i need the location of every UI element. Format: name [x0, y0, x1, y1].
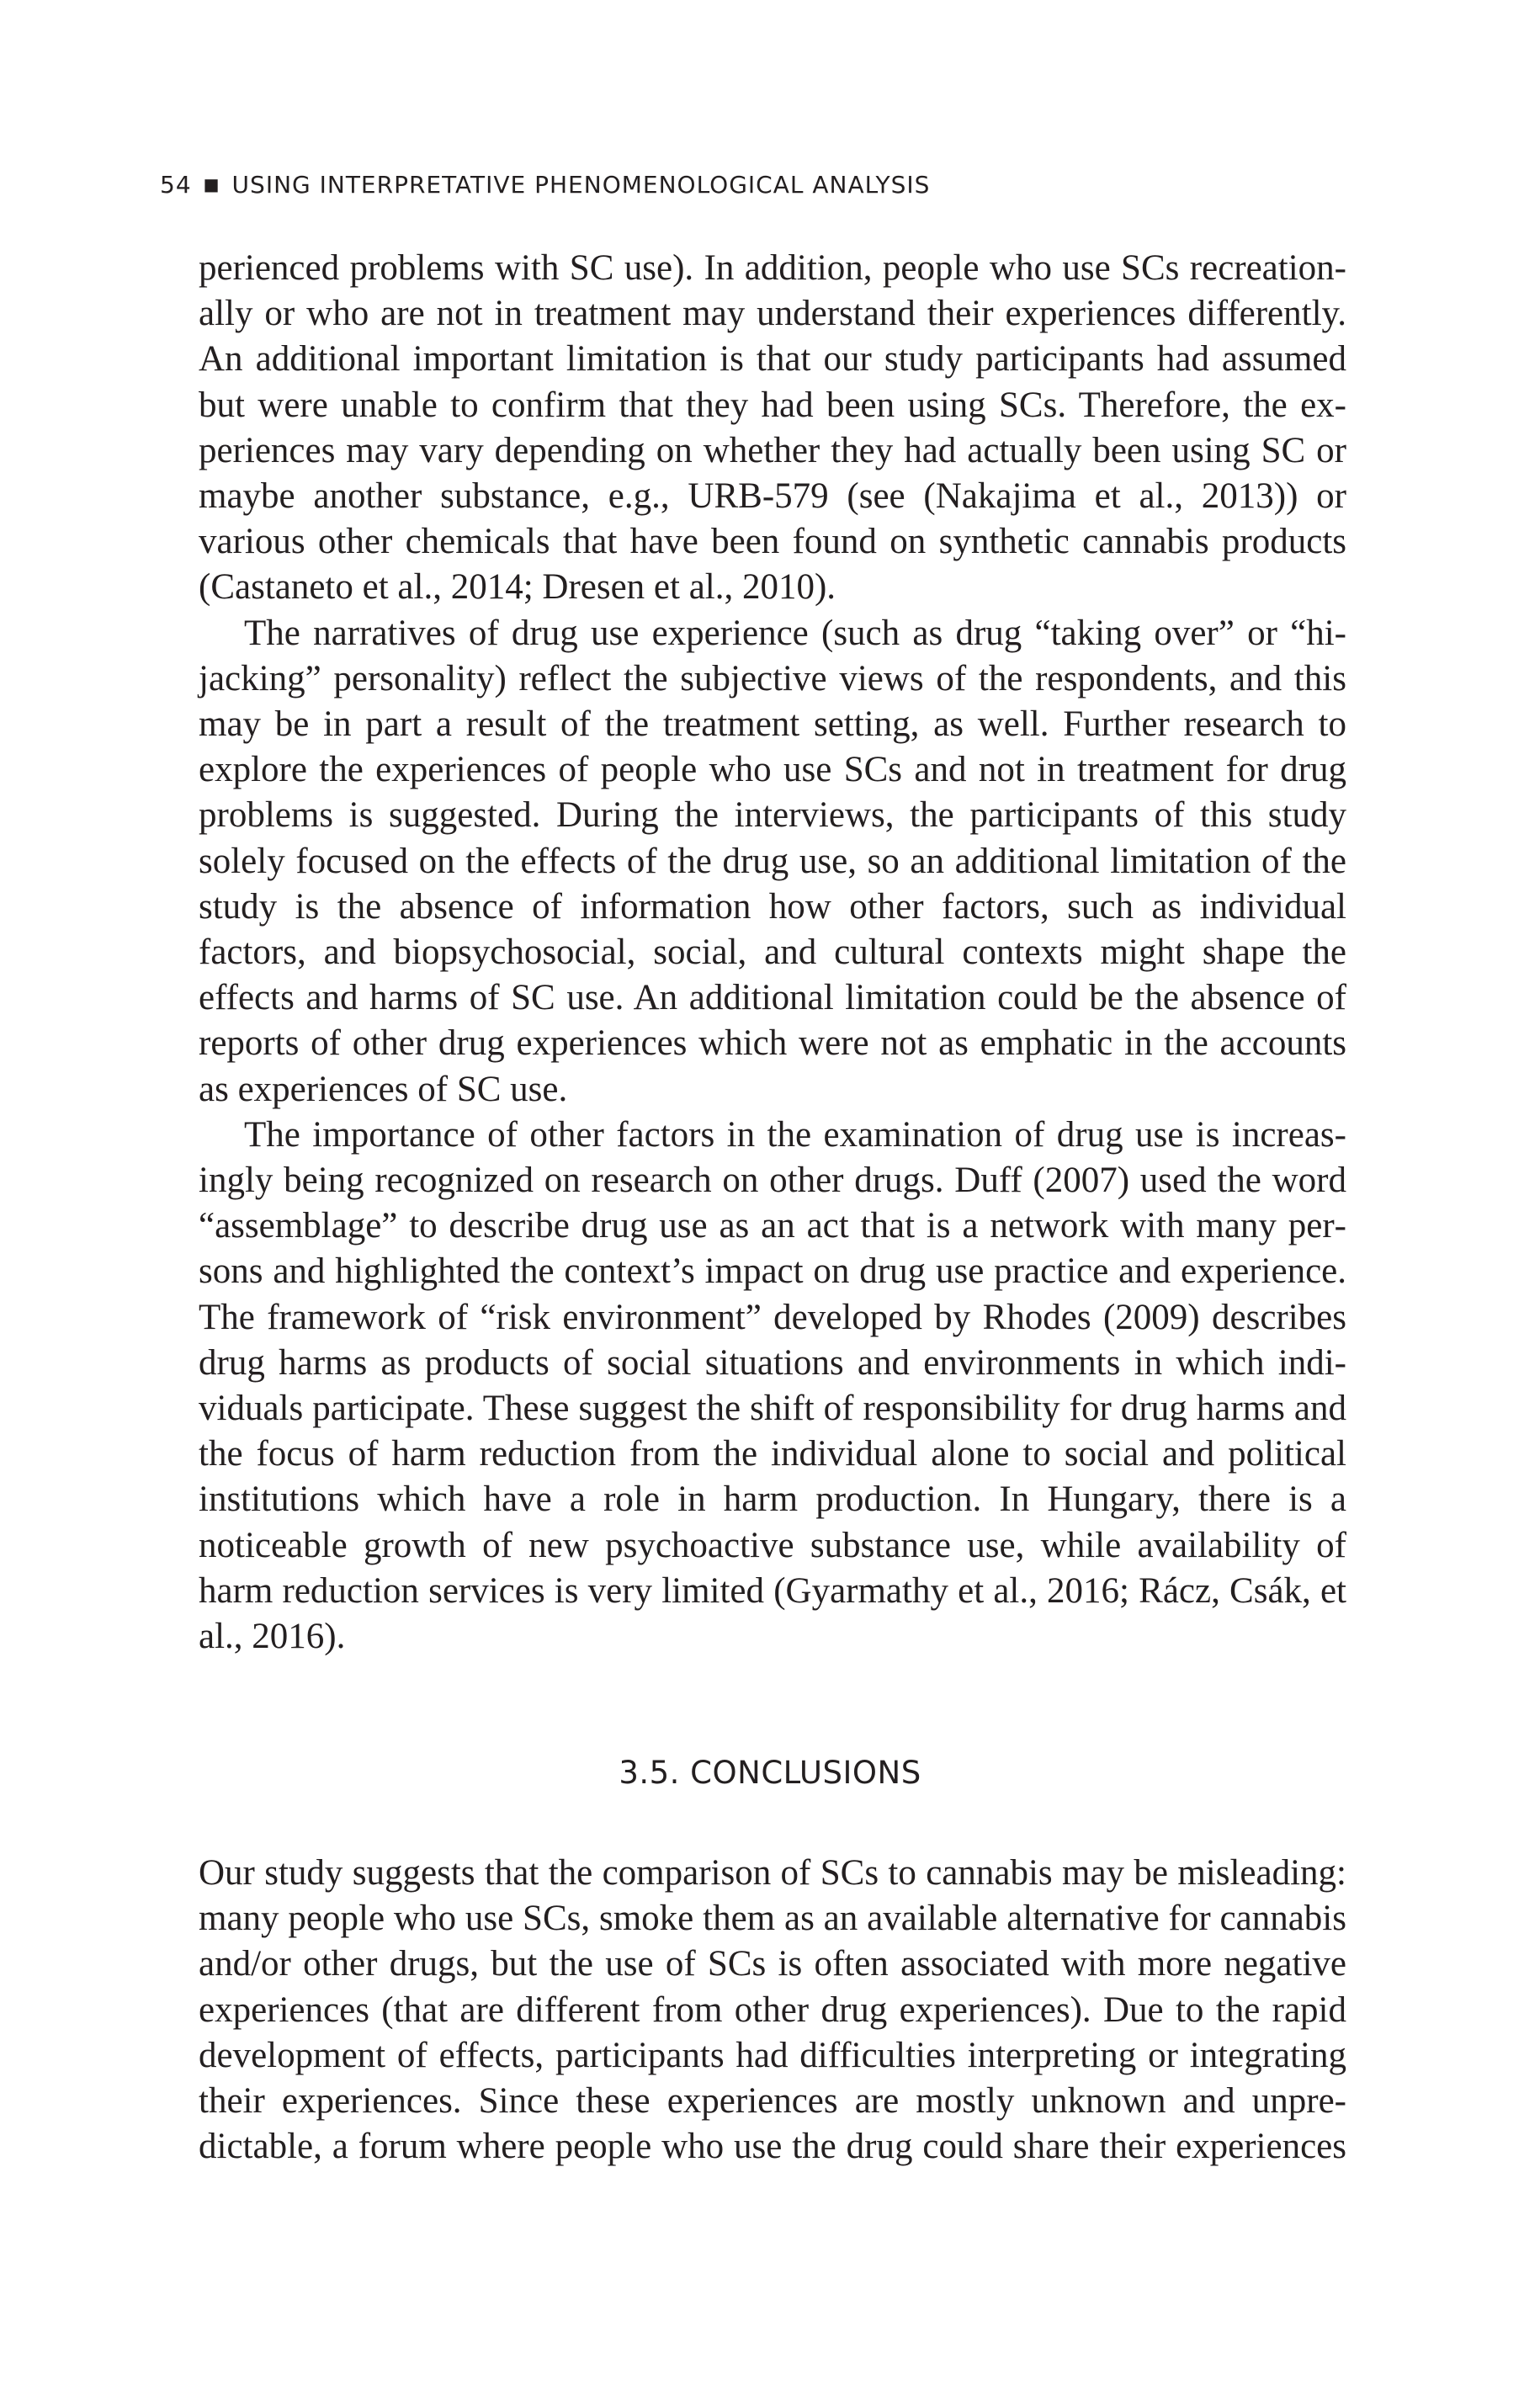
body-text-upper	[199, 246, 1346, 1660]
running-head	[160, 171, 930, 199]
paragraph-narratives: The narratives of drug use experience (such as drug “taking over” or “hijacking” personality) reflect the subjective views of the respondents, and this may be in part a result of the treatment setting, as well. Further research to explore the experiences of people who use SCs and not in treatment for drug problems is suggested. During the interviews, the participants of this study solely focused on the effects of the drug use, so an additional limitation of the study is the absence of information how other factors, such as individual factors, and biopsychosocial, social, and cultural contexts might shape the effects and harms of SC use. An additional limitation could be the absence of reports of other drug experiences which were not as emphatic in the accounts as experiences of SC use.	[199, 613, 1346, 1109]
paragraph-other-factors: The importance of other factors in the examination of drug use is increasingly being recognized on research on other drugs. Duff (2007) used the word “assemblage” to describe drug use as an act that is a network with many persons and highlighted the context’s impact on drug use practice and experience. The framework of “risk environment” developed by Rhodes (2009) describes drug harms as products of social situations and environments in which individuals participate. These suggest the shift of responsibility for drug harms and the focus of harm reduction from the individual alone to social and political institutions which have a role in harm production. In Hungary, there is a noticeable growth of new psychoactive substance use, while availability of harm reduction services is very limited (Gyarmathy et al., 2016; Rácz, Csák, et al., 2016).	[199, 1114, 1346, 1657]
body-text-conclusions	[199, 1851, 1346, 2170]
running-title: USING INTERPRETATIVE PHENOMENOLOGICAL ANALYSIS	[231, 171, 931, 199]
paragraph-continued: perienced problems with SC use). In addition, people who use SCs recreationally or who are not in treatment may understand their experiences differently. An additional important limitation is that our study participants had assumed but were unable to confirm that they had been using SCs. Therefore, the experiences may vary depending on whether they had actually been using SC or maybe another substance, e.g., URB-579 (see (Nakajima et al., 2013)) or various other chemicals that have been found on synthetic cannabis products (Castaneto et al., 2014; Dresen et al., 2010).	[199, 248, 1346, 608]
paragraph-conclusions: Our study suggests that the comparison of SCs to cannabis may be misleading: many people who use SCs, smoke them as an available alternative for cannabis and/or other drugs, but the use of SCs is often associated with more negative experiences (that are different from other drug experiences). Due to the rapid development of effects, participants had difficulties interpreting or integrating their experiences. Since these experiences are mostly unknown and unpredictable, a forum where people who use the drug could share their experiences	[199, 1853, 1346, 2167]
section-heading: 3.5. CONCLUSIONS	[619, 1755, 921, 1791]
separator-glyph: ■	[203, 174, 220, 194]
page-number: 54	[160, 171, 192, 199]
